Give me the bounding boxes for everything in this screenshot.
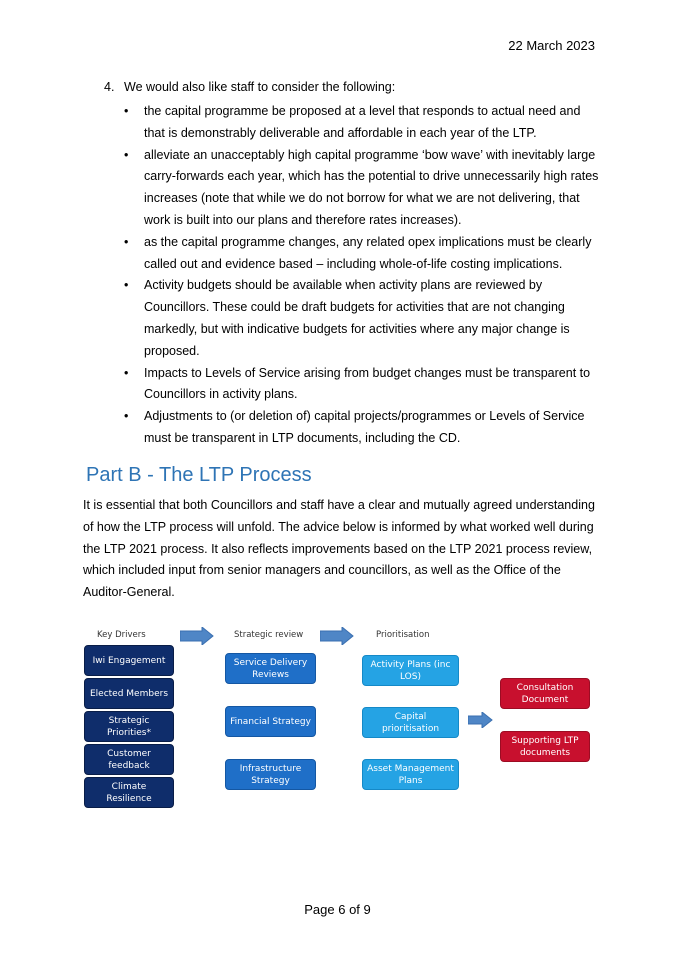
review-box-infrastructure-strategy: Infrastructure Strategy [225,759,316,790]
bullet-item: • alleviate an unacceptably high capital programme ‘bow wave’ with inevitably large carry-forwards each year, which has the potential to drive unnecessarily high rates increases (note that while we do not borrow for what we are not delivering, that work is built into our plans and therefore rates increases). [124,145,604,232]
driver-box-strategic-priorities: Strategic Priorities* [84,711,174,742]
document-date: 22 March 2023 [508,38,595,53]
priority-box-capital-prioritisation: Capital prioritisation [362,707,459,738]
page-number: Page 6 of 9 [304,902,371,917]
label-strategic-review: Strategic review [234,630,304,640]
bullet-item: • Activity budgets should be available when activity plans are reviewed by Councillors. These could be draft budgets for activities that are not changing markedly, but with indicative budgets for activities where any major change is proposed. [124,275,604,362]
label-prioritisation: Prioritisation [376,630,430,640]
output-box-consultation-document: Consultation Document [500,678,590,709]
arrow-icon [468,712,493,728]
driver-box-customer-feedback: Customer feedback [84,744,174,775]
bullet-item: • Adjustments to (or deletion of) capital projects/programmes or Levels of Service must be transparent in LTP documents, including the CD. [124,406,604,450]
priority-box-activity-plans: Activity Plans (inc LOS) [362,655,459,686]
driver-box-iwi-engagement: Iwi Engagement [84,645,174,676]
section-paragraph: It is essential that both Councillors and staff have a clear and mutually agreed understanding of how the LTP process will unfold. The advice below is informed by what worked well during the LTP 2021 process. It also reflects improvements based on the LTP 2021 process review, which included input from senior managers and councillors, as well as the Office of the Auditor-General. [83,498,595,600]
arrow-icon [180,627,214,645]
label-key-drivers: Key Drivers [97,630,146,640]
driver-box-elected-members: Elected Members [84,678,174,709]
item-text: We would also like staff to consider the following: [124,80,396,94]
bullet-list [124,101,604,450]
section-title: Part B - The LTP Process [86,464,312,486]
review-box-service-delivery: Service Delivery Reviews [225,653,316,684]
review-box-financial-strategy: Financial Strategy [225,706,316,737]
driver-box-climate-resilience: Climate Resilience [84,777,174,808]
bullet-item: • as the capital programme changes, any related opex implications must be clearly called out and evidence based – including whole-of-life costing implications. [124,232,604,276]
arrow-icon [320,627,354,645]
bullet-item: • Impacts to Levels of Service arising from budget changes must be transparent to Councillors in activity plans. [124,363,604,407]
output-box-supporting-ltp: Supporting LTP documents [500,731,590,762]
priority-box-asset-management: Asset Management Plans [362,759,459,790]
bullet-item: • the capital programme be proposed at a level that responds to actual need and that is demonstrably deliverable and affordable in each year of the LTP. [124,101,604,145]
item-number: 4. [104,80,115,94]
